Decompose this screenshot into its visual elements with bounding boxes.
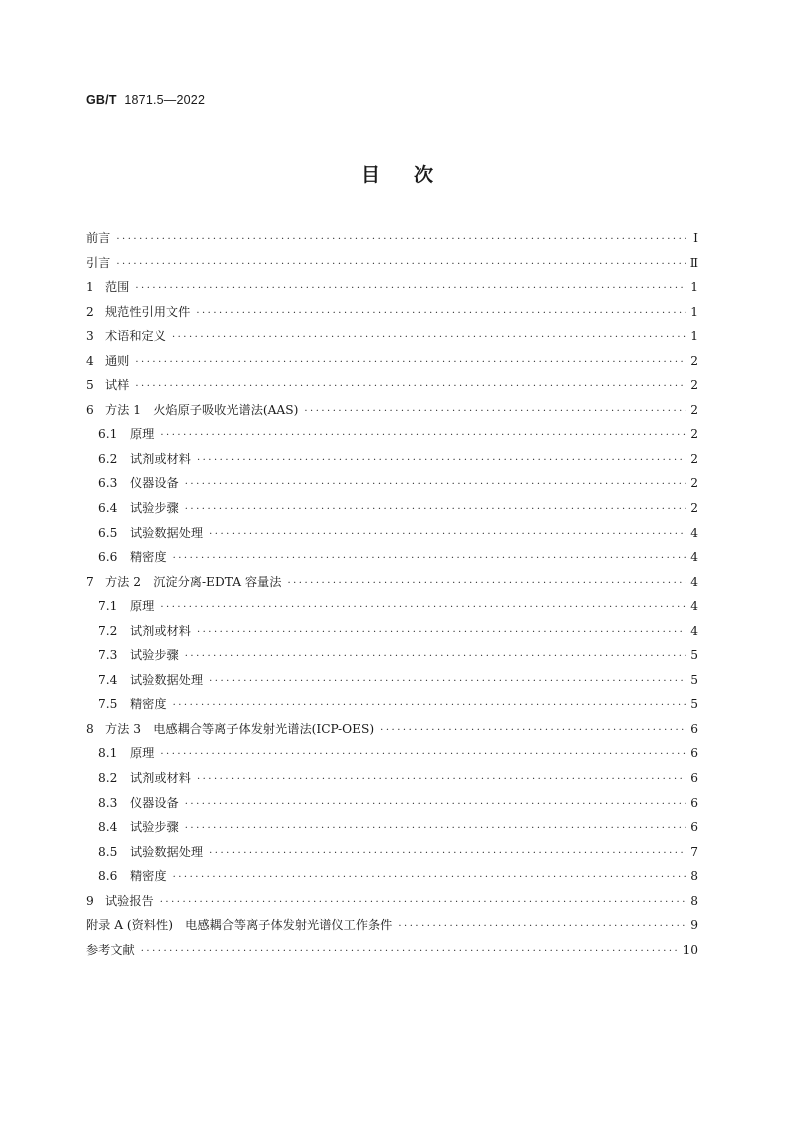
toc-entry-page: 1 [690, 304, 698, 319]
dot-leader [185, 817, 686, 842]
standard-prefix: GB/T [86, 93, 117, 107]
toc-entry-label: 试验步骤 [130, 501, 179, 516]
toc-entry-page: 2 [690, 476, 698, 491]
toc-entry-number: 8.1 [98, 746, 118, 761]
toc-entry-page: 2 [690, 427, 698, 442]
toc-entry-page: 6 [690, 820, 698, 835]
dot-leader [209, 670, 686, 695]
toc-entry-number: 8.4 [98, 820, 118, 835]
toc-entry[interactable] [86, 521, 698, 546]
toc-entry-number: 7.5 [98, 697, 118, 712]
toc-entry-number: 6.5 [98, 525, 118, 540]
toc-entry-number: 8.2 [98, 771, 118, 786]
dot-leader [141, 940, 679, 965]
toc-entry[interactable] [86, 324, 698, 349]
toc-entry-page: 7 [690, 844, 698, 859]
toc-entry[interactable] [86, 938, 698, 963]
dot-leader [197, 449, 686, 474]
toc-entry[interactable] [86, 766, 698, 791]
toc-entry-number: 8 [86, 721, 94, 736]
toc-entry-label: 试剂或材料 [130, 623, 191, 638]
toc-entry-number: 6.2 [98, 451, 118, 466]
standard-number: 1871.5—2022 [124, 93, 206, 107]
toc-entry-number: 8.6 [98, 869, 118, 884]
dot-leader [135, 277, 686, 302]
toc-entry-label: 试验步骤 [130, 820, 179, 835]
dot-leader [173, 866, 686, 891]
toc-entry-number: 6.1 [98, 427, 118, 442]
toc-entry-page: 9 [690, 918, 698, 933]
toc-entry[interactable] [86, 619, 698, 644]
toc-entry-label: 试剂或材料 [130, 771, 191, 786]
toc-entry[interactable] [86, 692, 698, 717]
dot-leader [197, 768, 686, 793]
toc-entry-page: 4 [690, 599, 698, 614]
dot-leader [173, 547, 686, 572]
toc-entry[interactable] [86, 545, 698, 570]
toc-entry-label: 试验步骤 [130, 648, 179, 663]
toc-entry-label: 试验数据处理 [130, 672, 204, 687]
toc-entry-number: 8.5 [98, 844, 118, 859]
toc-entry[interactable] [86, 471, 698, 496]
toc-entry-number: 6.4 [98, 501, 118, 516]
toc-entry[interactable] [86, 668, 698, 693]
toc-entry-number: 3 [86, 329, 94, 344]
dot-leader [287, 572, 686, 597]
dot-leader [135, 351, 686, 376]
toc-entry-label: 参考文献 [86, 942, 135, 957]
toc-entry-label: 范围 [105, 280, 130, 295]
toc-entry-label: 试剂或材料 [130, 451, 191, 466]
toc-entry-page: 8 [690, 893, 698, 908]
toc-entry-page: 2 [690, 451, 698, 466]
dot-leader [398, 915, 686, 940]
toc-entry-page: 8 [690, 869, 698, 884]
dot-leader [160, 743, 686, 768]
toc-entry-number: 1 [86, 280, 94, 295]
dot-leader [160, 891, 686, 916]
dot-leader [304, 400, 686, 425]
toc-entry-page: 10 [682, 942, 698, 957]
toc-entry[interactable] [86, 840, 698, 865]
toc-entry-label: 引言 [86, 255, 111, 270]
toc-entry-number: 6 [86, 402, 94, 417]
toc-entry[interactable] [86, 373, 698, 398]
toc-entry-page: 5 [690, 697, 698, 712]
dot-leader [185, 793, 686, 818]
toc-entry[interactable] [86, 496, 698, 521]
dot-leader [173, 694, 686, 719]
toc-entry[interactable] [86, 717, 698, 742]
toc-entry-number: 7.4 [98, 672, 118, 687]
toc-entry[interactable] [86, 349, 698, 374]
toc-entry[interactable] [86, 864, 698, 889]
dot-leader [185, 645, 686, 670]
toc-entry-number: 6.3 [98, 476, 118, 491]
toc-entry[interactable] [86, 815, 698, 840]
toc-entry-page: 2 [690, 378, 698, 393]
dot-leader [380, 719, 686, 744]
toc-entry[interactable] [86, 300, 698, 325]
toc-entry-label: 仪器设备 [130, 476, 179, 491]
dot-leader [209, 523, 686, 548]
toc-entry[interactable] [86, 447, 698, 472]
dot-leader [160, 596, 686, 621]
toc-entry-page: 2 [690, 402, 698, 417]
toc-entry-label: 通则 [105, 353, 130, 368]
dot-leader [116, 228, 686, 253]
toc-entry-label: 仪器设备 [130, 795, 179, 810]
toc-entry-label: 前言 [86, 231, 111, 245]
toc-entry-label: 方法 1 火焰原子吸收光谱法(AAS) [105, 402, 299, 417]
toc-entry-page: 4 [690, 623, 698, 638]
toc-entry-page: Ⅱ [689, 255, 698, 270]
toc-entry-label: 原理 [130, 599, 155, 614]
dot-leader [185, 498, 686, 523]
dot-leader [135, 375, 686, 400]
toc-entry-number: 2 [86, 304, 94, 319]
standard-code [86, 93, 205, 107]
toc-entry[interactable] [86, 226, 698, 251]
toc-entry-page: 5 [690, 648, 698, 663]
toc-entry-label: 附录 A (资料性) 电感耦合等离子体发射光谱仪工作条件 [86, 918, 393, 933]
toc-entry-label: 规范性引用文件 [105, 304, 191, 319]
toc-entry[interactable] [86, 422, 698, 447]
toc-entry-label: 试验数据处理 [130, 525, 204, 540]
dot-leader [197, 621, 686, 646]
toc-entry[interactable] [86, 275, 698, 300]
toc-entry-page: 1 [690, 280, 698, 295]
toc-entry-page: 2 [690, 353, 698, 368]
toc-entry-number: 9 [86, 893, 94, 908]
toc-entry-page: 4 [690, 550, 698, 565]
toc-entry-number: 7.3 [98, 648, 118, 663]
toc-entry-page: 1 [690, 329, 698, 344]
dot-leader [160, 424, 686, 449]
toc-entry-number: 6.6 [98, 550, 118, 565]
toc-entry-label: 精密度 [130, 550, 167, 565]
toc-entry-page: 4 [690, 525, 698, 540]
toc-entry-label: 原理 [130, 427, 155, 442]
toc-entry-page: 6 [690, 771, 698, 786]
toc-entry-page: 2 [690, 501, 698, 516]
dot-leader [185, 473, 686, 498]
toc-entry[interactable] [86, 251, 698, 276]
toc-entry-number: 7.1 [98, 599, 118, 614]
table-of-contents [86, 226, 698, 962]
dot-leader [172, 326, 686, 351]
toc-entry-number: 7 [86, 574, 94, 589]
page-title: 目次 [360, 164, 467, 186]
dot-leader [116, 253, 685, 278]
dot-leader [209, 842, 686, 867]
toc-entry-page: 4 [690, 574, 698, 589]
toc-entry[interactable] [86, 791, 698, 816]
toc-entry-number: 5 [86, 378, 94, 393]
toc-entry-number: 8.3 [98, 795, 118, 810]
toc-entry-label: 试验数据处理 [130, 844, 204, 859]
toc-entry-number: 7.2 [98, 623, 118, 638]
toc-entry-label: 方法 2 沉淀分离-EDTA 容量法 [105, 574, 282, 589]
toc-entry-label: 方法 3 电感耦合等离子体发射光谱法(ICP-OES) [105, 721, 375, 736]
toc-entry[interactable] [86, 643, 698, 668]
toc-entry-label: 精密度 [130, 697, 167, 712]
toc-entry[interactable] [86, 594, 698, 619]
toc-entry-label: 试样 [105, 378, 130, 393]
toc-entry-label: 术语和定义 [105, 329, 166, 344]
toc-entry-page: 6 [690, 746, 698, 761]
toc-entry-label: 精密度 [130, 869, 167, 884]
toc-entry[interactable] [86, 570, 698, 595]
toc-entry-label: 原理 [130, 746, 155, 761]
toc-entry-number: 4 [86, 353, 94, 368]
toc-entry-page: 6 [690, 721, 698, 736]
toc-entry-label: 试验报告 [105, 893, 154, 908]
toc-entry-page: 6 [690, 795, 698, 810]
toc-entry[interactable] [86, 913, 698, 938]
toc-entry-page: 5 [690, 672, 698, 687]
toc-entry[interactable] [86, 398, 698, 423]
dot-leader [196, 302, 686, 327]
toc-entry[interactable] [86, 741, 698, 766]
toc-entry[interactable] [86, 889, 698, 914]
toc-entry-page: Ⅰ [693, 231, 698, 245]
